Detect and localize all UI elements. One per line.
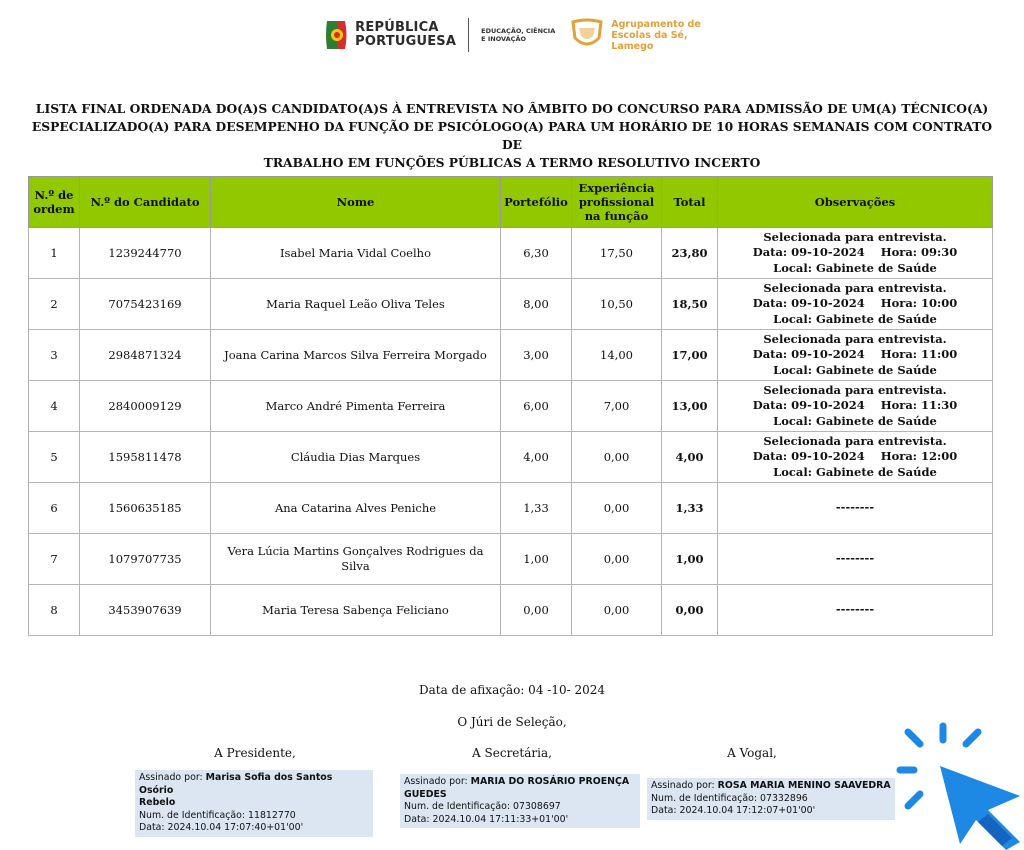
cell-candidato: 1595811478 [80,432,211,483]
obs-line: -------- [835,551,875,566]
obs-line: Local: Gabinete de Saúde [773,260,937,275]
cell-observacoes [718,279,993,330]
col-header-observacoes: Observações [718,177,993,228]
table-row [29,279,993,330]
cell-ordem: 8 [29,585,80,636]
obs-line: -------- [835,602,875,617]
cell-nome: Vera Lúcia Martins Gonçalves Rodrigues da Silva [211,534,501,585]
cell-experiencia: 7,00 [572,381,662,432]
header-text: profissional [578,195,655,209]
cell-experiencia: 17,50 [572,228,662,279]
cell-ordem: 5 [29,432,80,483]
col-header-candidato: N.º do Candidato [80,177,211,228]
col-header-experiencia [572,177,662,228]
cell-nome: Ana Catarina Alves Peniche [211,483,501,534]
obs-line: Local: Gabinete de Saúde [773,362,937,377]
table-row [29,483,993,534]
cell-observacoes [718,585,993,636]
cell-portfolio: 8,00 [501,279,572,330]
col-header-ordem [29,177,80,228]
school-line1: Agrupamento de [611,18,701,30]
table-row [29,381,993,432]
cell-nome: Isabel Maria Vidal Coelho [211,228,501,279]
cell-total: 13,00 [662,381,718,432]
table-row [29,330,993,381]
table-header-row [29,177,993,228]
cell-ordem: 7 [29,534,80,585]
cell-portfolio: 6,00 [501,381,572,432]
cell-total: 1,00 [662,534,718,585]
obs-line: Data: 09-10-2024 Hora: 11:00 [752,347,958,362]
cell-ordem: 3 [29,330,80,381]
president-signature [135,770,373,837]
republica-portuguesa-logo [323,19,456,51]
title-line3: TRABALHO EM FUNÇÕES PÚBLICAS A TERMO RESOLUTIVO INCERTO [263,155,761,170]
obs-line: Data: 09-10-2024 Hora: 09:30 [752,245,958,260]
ministry-label [481,27,555,43]
candidates-table [28,176,993,636]
vogal-role: A Vogal, [727,746,777,760]
school-emblem-icon [569,18,605,52]
cell-total: 23,80 [662,228,718,279]
cell-total: 17,00 [662,330,718,381]
table-row [29,534,993,585]
obs-line: Selecionada para entrevista. [763,229,947,244]
obs-line: Local: Gabinete de Saúde [773,464,937,479]
sig-label: Assinado por: [139,772,203,783]
obs-line: Local: Gabinete de Saúde [773,413,937,428]
vogal-signature [647,778,895,820]
header-text: na função [584,209,649,223]
sig-name: MARIA DO ROSÁRIO PROENÇA [470,776,630,787]
republica-line1: REPÚBLICA [355,20,439,35]
sig-date: Data: 2024.10.04 17:11:33+01'00' [404,813,569,825]
cell-portfolio: 1,33 [501,483,572,534]
cell-total: 1,33 [662,483,718,534]
cell-portfolio: 3,00 [501,330,572,381]
obs-line: Data: 09-10-2024 Hora: 11:30 [752,398,958,413]
ministry-line2: E INOVAÇÃO [481,35,526,43]
secretary-signature [400,774,640,828]
cell-portfolio: 4,00 [501,432,572,483]
cell-candidato: 2840009129 [80,381,211,432]
obs-line: Data: 09-10-2024 Hora: 10:00 [752,296,958,311]
school-line2: Escolas da Sé, [611,29,688,41]
col-header-total: Total [662,177,718,228]
cell-candidato: 3453907639 [80,585,211,636]
click-cursor-icon [894,718,1024,850]
cell-total: 18,50 [662,279,718,330]
sig-id: Num. de Identificação: 11812770 [139,809,296,821]
obs-line: Local: Gabinete de Saúde [773,311,937,326]
table-row [29,432,993,483]
cell-experiencia: 0,00 [572,432,662,483]
sig-date: Data: 2024.10.04 17:12:07+01'00' [651,805,816,816]
sig-name: ROSA MARIA MENINO SAAVEDRA [717,780,891,791]
sig-id: Num. de Identificação: 07308697 [404,801,561,812]
page-header [0,12,1024,58]
cell-nome: Maria Teresa Sabença Feliciano [211,585,501,636]
date-posted: Data de afixação: 04 -10- 2024 [418,683,606,697]
sig-label: Assinado por: [651,780,715,791]
jury-label: O Júri de Seleção, [457,715,567,729]
cell-ordem: 6 [29,483,80,534]
cell-observacoes [718,432,993,483]
cell-experiencia: 0,00 [572,534,662,585]
header-divider [468,18,469,52]
cell-observacoes [718,381,993,432]
cell-portfolio: 6,30 [501,228,572,279]
cell-candidato: 7075423169 [80,279,211,330]
obs-line: Selecionada para entrevista. [763,280,947,295]
cell-candidato: 1239244770 [80,228,211,279]
cell-experiencia: 14,00 [572,330,662,381]
obs-line: Selecionada para entrevista. [763,331,947,346]
cell-portfolio: 1,00 [501,534,572,585]
cell-experiencia: 0,00 [572,483,662,534]
cell-observacoes [718,483,993,534]
portugal-emblem-icon [323,19,349,51]
cell-nome: Cláudia Dias Marques [211,432,501,483]
cell-nome: Maria Raquel Leão Oliva Teles [211,279,501,330]
obs-line: Selecionada para entrevista. [763,433,947,448]
title-line1: LISTA FINAL ORDENADA DO(A)S CANDIDATO(A)S À ENTREVISTA NO ÂMBITO DO CONCURSO PARA ADMISSÃO DE UM(A) TÉCNICO(A) [35,101,989,116]
cell-candidato: 1560635185 [80,483,211,534]
school-logo [569,18,701,52]
header-text: N.º de [34,188,74,202]
cell-observacoes [718,228,993,279]
obs-line: Data: 09-10-2024 Hora: 12:00 [752,449,958,464]
cell-observacoes [718,534,993,585]
cell-total: 0,00 [662,585,718,636]
header-text: Experiência [578,181,655,195]
col-header-portfolio: Portefólio [501,177,572,228]
obs-line: Selecionada para entrevista. [763,382,947,397]
header-text: ordem [33,202,75,216]
cell-experiencia: 0,00 [572,585,662,636]
republica-line2: PORTUGUESA [355,34,457,49]
cell-ordem: 2 [29,279,80,330]
title-line2: ESPECIALIZADO(A) PARA DESEMPENHO DA FUNÇÃO DE PSICÓLOGO(A) PARA UM HORÁRIO DE 10 HORAS SEMANAIS COM CONTRATO DE [31,119,993,152]
cell-portfolio: 0,00 [501,585,572,636]
cell-experiencia: 10,50 [572,279,662,330]
school-line3: Lamego [611,40,654,52]
cell-ordem: 4 [29,381,80,432]
obs-line: -------- [835,500,875,515]
cell-ordem: 1 [29,228,80,279]
sig-name-cont: GUEDES [404,788,447,800]
cell-candidato: 1079707735 [80,534,211,585]
sig-id: Num. de Identificação: 07332896 [651,792,808,804]
cell-candidato: 2984871324 [80,330,211,381]
secretary-role: A Secretária, [472,746,552,760]
ministry-line1: EDUCAÇÃO, CIÊNCIA [481,27,556,35]
cell-nome: Marco André Pimenta Ferreira [211,381,501,432]
sig-label: Assinado por: [404,776,468,787]
cell-total: 4,00 [662,432,718,483]
table-row [29,228,993,279]
president-role: A Presidente, [214,746,296,760]
col-header-nome: Nome [211,177,501,228]
sig-name-cont: Rebelo [139,797,176,808]
cell-observacoes [718,330,993,381]
table-row [29,585,993,636]
cell-nome: Joana Carina Marcos Silva Ferreira Morgado [211,330,501,381]
sig-name: Marisa Sofia dos Santos Osório [139,772,333,796]
sig-date: Data: 2024.10.04 17:07:40+01'00' [139,822,304,833]
